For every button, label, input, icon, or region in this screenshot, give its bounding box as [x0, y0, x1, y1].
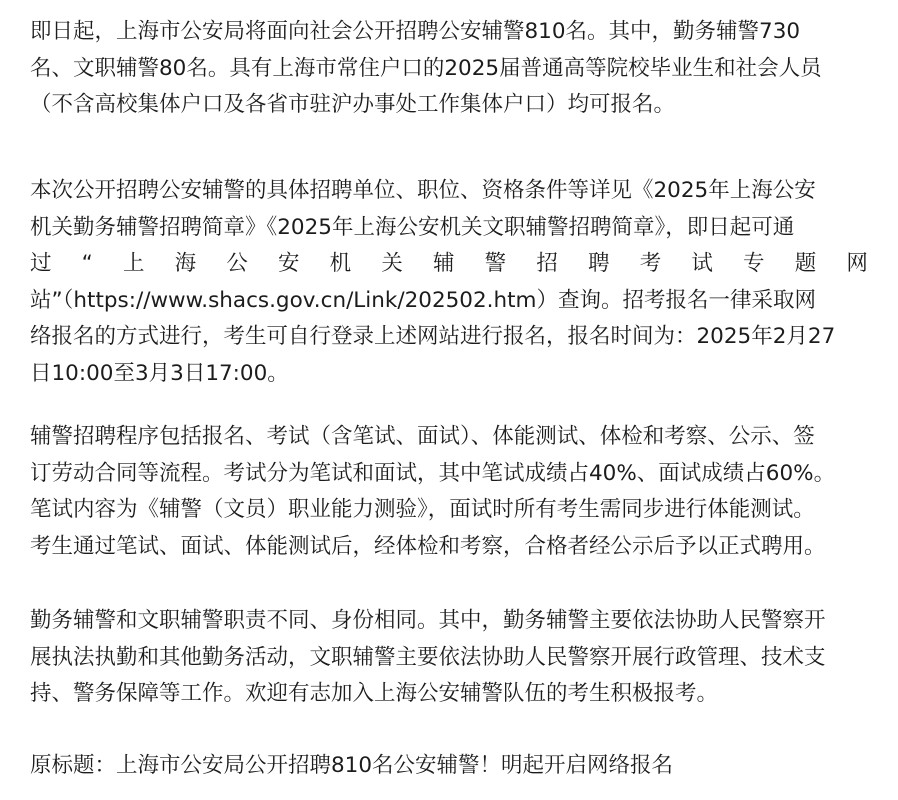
char: 过 [30, 251, 52, 276]
char: 公 [226, 251, 248, 276]
char: 聘 [588, 251, 610, 276]
paragraph-duties [30, 603, 870, 713]
char: 试 [691, 251, 713, 276]
text-line: 展执法执勤和其他勤务活动，文职辅警主要依法协助人民警察开展行政管理、技术支 [30, 644, 826, 670]
char: 考 [639, 251, 662, 276]
char: 专 [743, 251, 765, 276]
char: 网 [846, 251, 868, 276]
char: 题 [794, 251, 817, 276]
paragraph-intro [30, 14, 870, 124]
text-line: 考生通过笔试、面试、体能测试后，经体检和考察，合格者经公示后予以正式聘用。 [30, 533, 826, 559]
text-line: 即日起，上海市公安局将面向社会公开招聘公安辅警810名。其中，勤务辅警730 [30, 19, 801, 44]
text-line: （不含高校集体户口及各省市驻沪办事处工作集体户口）均可报名。 [30, 92, 676, 117]
text-line: 订劳动合同等流程。考试分为笔试和面试，其中笔试成绩占40%、面试成绩占60%。 [30, 460, 836, 486]
text-line: 日10:00至3月3日17:00。 [30, 360, 289, 386]
char: 海 [174, 251, 197, 276]
char: 关 [381, 251, 403, 276]
text-line: 络报名的方式进行，考生可自行登录上述网站进行报名，报名时间为：2025年2月27 [30, 324, 836, 349]
char: 机 [329, 251, 352, 276]
text-line: 原标题：上海市公安局公开招聘810名公安辅警！明起开启网络报名 [30, 753, 674, 778]
char: 警 [484, 251, 507, 276]
char: 上 [122, 251, 145, 276]
char: 招 [536, 251, 558, 276]
char: 安 [277, 251, 300, 276]
text-line: 持、警务保障等工作。欢迎有志加入上海公安辅警队伍的考生积极报考。 [30, 681, 719, 706]
char: “ [81, 251, 93, 276]
paragraph-procedure [30, 419, 870, 565]
text-line: 本次公开招聘公安辅警的具体招聘单位、职位、资格条件等详见《2025年上海公安 [30, 178, 816, 203]
text-line: 笔试内容为《辅警（文员）职业能力测验》，面试时所有考生需同步进行体能测试。 [30, 497, 815, 522]
text-line: 辅警招聘程序包括报名、考试（含笔试、面试）、体能测试、体检和考察、公示、签 [30, 424, 815, 449]
text-line: 机关勤务辅警招聘简章》《2025年上海公安机关文职辅警招聘简章》，即日起可通 [30, 214, 795, 240]
paragraph-registration [30, 173, 870, 392]
text-line-with-url: 站”（https://www.shacs.gov.cn/Link/202502.htm）查询。招考报名一律采取网 [30, 287, 816, 313]
text-line: 勤务辅警和文职辅警职责不同、身份相同。其中，勤务辅警主要依法协助人民警察开 [30, 608, 826, 633]
text-line: 名、文职辅警80名。具有上海市常住户口的2025届普通高等院校毕业生和社会人员 [30, 55, 822, 81]
original-title [30, 748, 870, 785]
char: 辅 [433, 251, 455, 276]
justified-text-line [30, 246, 868, 283]
